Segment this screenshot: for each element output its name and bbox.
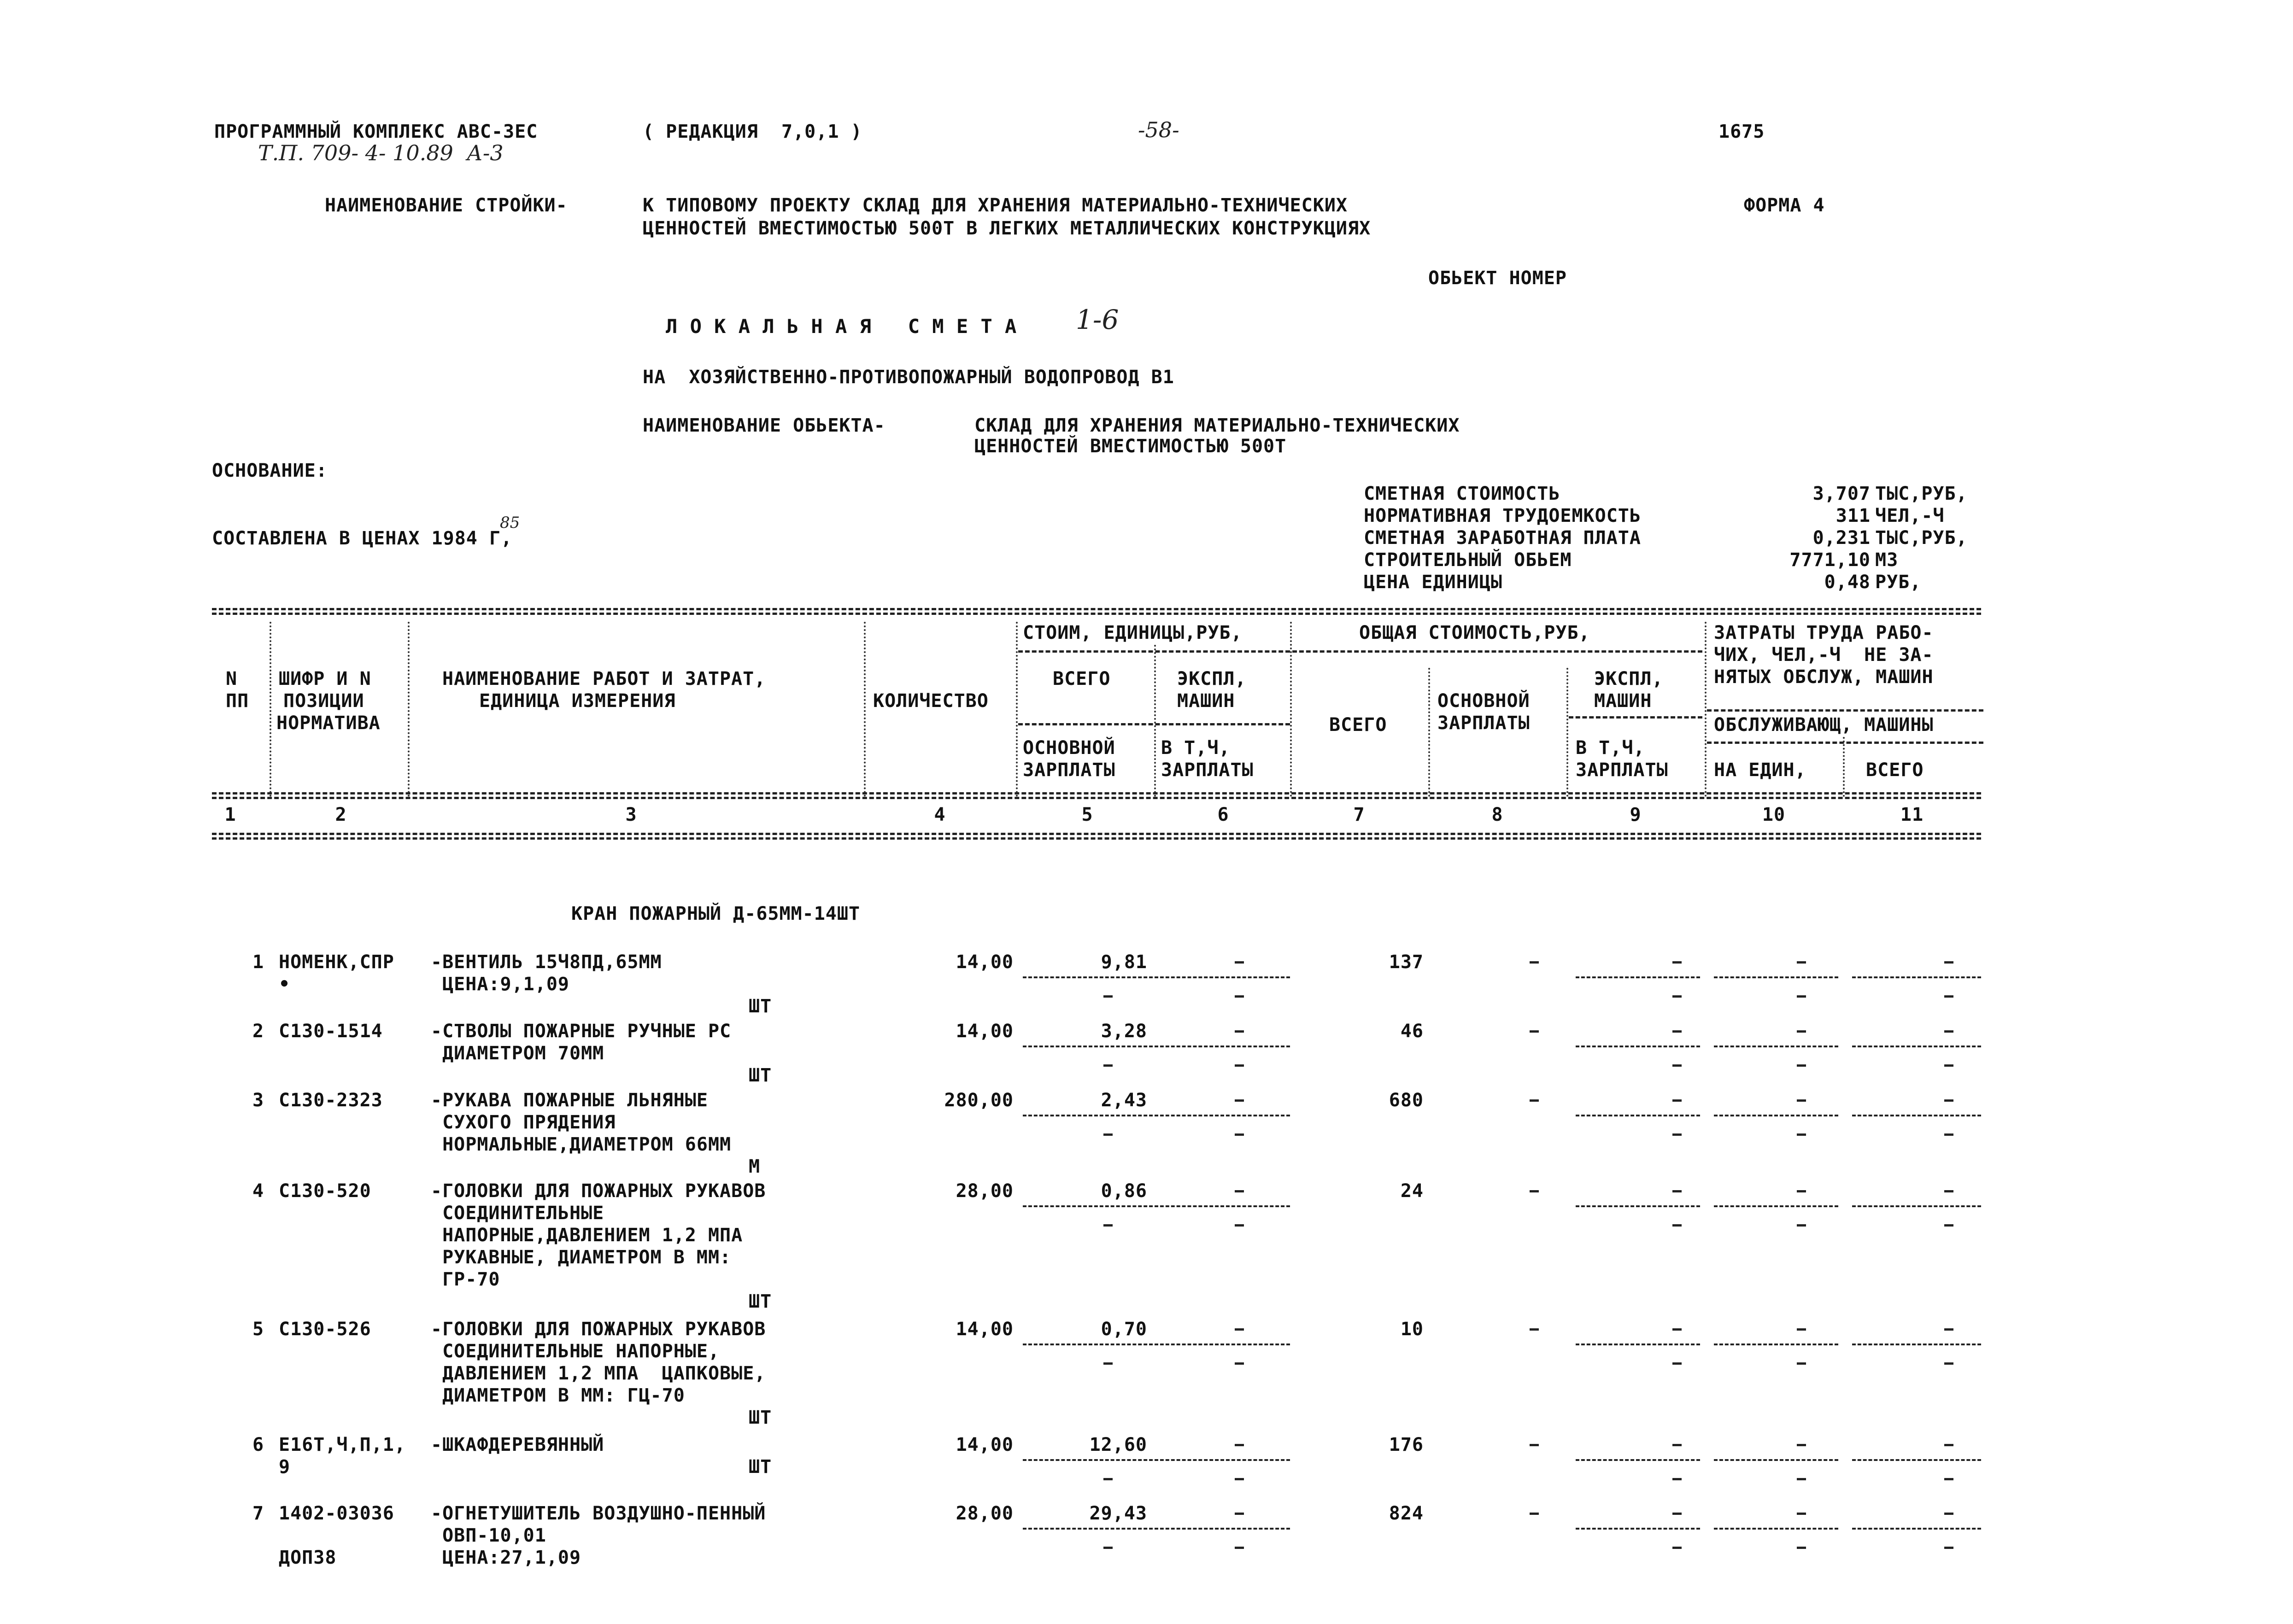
empty-value-dash [1235, 1190, 1244, 1192]
row-underline [1852, 1528, 1981, 1530]
empty-value-dash [1672, 995, 1682, 998]
row-qty: 14,00 [956, 1319, 1014, 1340]
construction-line-1: К ТИПОВОМУ ПРОЕКТУ СКЛАД ДЛЯ ХРАНЕНИЯ МАТЕРИАЛЬНО-ТЕХНИЧЕСКИХ [643, 195, 1348, 216]
empty-value-dash [1944, 1190, 1953, 1192]
row-name: СОЕДИНИТЕЛЬНЫЕ НАПОРНЫЕ, [431, 1341, 720, 1362]
program-edition: ( РЕДАКЦИЯ 7,0,1 ) [643, 121, 862, 142]
header-labor-all: ВСЕГО [1866, 759, 1924, 781]
empty-value-dash [1530, 1099, 1539, 1102]
row-underline [1023, 1115, 1290, 1116]
row-underline [1852, 1115, 1981, 1116]
row-total: 176 [1389, 1434, 1424, 1455]
row-name: -ГОЛОВКИ ДЛЯ ПОЖАРНЫХ РУКАВОВ [431, 1319, 766, 1340]
row-name: СОЕДИНИТЕЛЬНЫЕ [431, 1203, 604, 1224]
summary-value: 7771,10 [1789, 549, 1871, 571]
empty-value-dash [1672, 1099, 1682, 1102]
summary-label: НОРМАТИВНАЯ ТРУДОЕМКОСТЬ [1364, 505, 1641, 526]
header-qty: КОЛИЧЕСТВО [873, 690, 989, 712]
row-number: 2 [252, 1021, 264, 1042]
header-inner-rule [1569, 716, 1702, 719]
empty-value-dash [1797, 995, 1806, 998]
empty-value-dash [1235, 1547, 1244, 1549]
empty-value-dash [1944, 1064, 1953, 1067]
row-underline [1852, 1344, 1981, 1345]
empty-value-dash [1944, 995, 1953, 998]
empty-value-dash [1530, 961, 1539, 964]
empty-value-dash [1797, 1444, 1806, 1446]
summary-unit: ТЫС,РУБ, [1875, 483, 1968, 504]
page-number: -58- [1138, 117, 1179, 142]
header-code: НОРМАТИВА [276, 713, 381, 734]
empty-value-dash [1672, 1224, 1682, 1227]
empty-value-dash [1944, 1444, 1953, 1446]
row-unit-price: 2,43 [1101, 1090, 1147, 1111]
header-labor-service: ОБСЛУЖИВАЮЩ, МАШИНЫ [1714, 714, 1934, 736]
row-qty: 28,00 [956, 1180, 1014, 1202]
row-name: ЦЕНА:27,1,09 [431, 1547, 581, 1568]
empty-value-dash [1103, 1224, 1113, 1227]
row-underline [1852, 1205, 1981, 1207]
row-number: 5 [252, 1319, 264, 1340]
row-number: 4 [252, 1180, 264, 1202]
row-underline [1576, 976, 1700, 978]
row-total: 137 [1389, 952, 1424, 973]
header-unit-mach: МАШИН [1177, 690, 1235, 712]
row-total: 824 [1389, 1503, 1424, 1524]
row-total: 24 [1400, 1180, 1424, 1202]
row-underline [1576, 1344, 1700, 1345]
col-number: 6 [1217, 804, 1229, 825]
empty-value-dash [1103, 1547, 1113, 1549]
empty-value-dash [1797, 1064, 1806, 1067]
row-total: 46 [1400, 1021, 1424, 1042]
row-underline [1023, 1344, 1290, 1345]
header-bottom-rule-2 [212, 797, 1981, 799]
form-label: ФОРМА 4 [1744, 195, 1825, 216]
row-underline [1714, 1528, 1838, 1530]
col-sep [1843, 737, 1845, 797]
row-name: НАПОРНЫЕ,ДАВЛЕНИЕМ 1,2 МПА [431, 1225, 743, 1246]
row-name: ГР-70 [431, 1269, 500, 1290]
empty-value-dash [1672, 1513, 1682, 1515]
row-qty: 14,00 [956, 952, 1014, 973]
empty-value-dash [1235, 995, 1244, 998]
header-total-cost: ОБЩАЯ СТОИМОСТЬ,РУБ, [1359, 622, 1590, 643]
col-number: 3 [625, 804, 637, 825]
empty-value-dash [1103, 1478, 1113, 1480]
col-number: 10 [1762, 804, 1786, 825]
basis-label: ОСНОВАНИЕ: [212, 460, 328, 481]
header-total-incl: ЗАРПЛАТЫ [1576, 759, 1668, 781]
row-underline [1852, 1046, 1981, 1047]
empty-value-dash [1797, 1328, 1806, 1331]
empty-value-dash [1235, 1099, 1244, 1102]
empty-value-dash [1944, 1030, 1953, 1033]
header-unit-wage: ЗАРПЛАТЫ [1023, 759, 1115, 781]
empty-value-dash [1235, 961, 1244, 964]
empty-value-dash [1235, 1513, 1244, 1515]
empty-value-dash [1530, 1513, 1539, 1515]
row-unit-price: 12,60 [1089, 1434, 1147, 1455]
col-sep [1154, 645, 1156, 797]
col-sep [1016, 622, 1018, 797]
col-sep [1705, 622, 1707, 797]
row-code: С130-2323 [279, 1090, 383, 1111]
row-name: ОВП-10,01 [431, 1525, 546, 1546]
header-inner-rule [1018, 650, 1290, 653]
row-unit-price: 0,70 [1101, 1319, 1147, 1340]
summary-value: 311 [1836, 505, 1871, 526]
row-unit: М [749, 1156, 761, 1177]
empty-value-dash [1235, 1133, 1244, 1136]
row-name: -ШКАФДЕРЕВЯННЫЙ [431, 1434, 604, 1455]
empty-value-dash [1235, 1328, 1244, 1331]
prices-handwritten: 85 [500, 514, 520, 532]
row-name: РУКАВНЫЕ, ДИАМЕТРОМ В ММ: [431, 1247, 732, 1268]
col-number: 7 [1353, 804, 1365, 825]
header-total-wage: ОСНОВНОЙ [1437, 690, 1530, 712]
prices-basis: СОСТАВЛЕНА В ЦЕНАХ 1984 Г, [212, 528, 513, 549]
empty-value-dash [1944, 1513, 1953, 1515]
row-unit: ШТ [749, 996, 772, 1017]
header-unit-incl: В Т,Ч, [1161, 737, 1231, 759]
empty-value-dash [1530, 1444, 1539, 1446]
empty-value-dash [1797, 1513, 1806, 1515]
summary-label: СТРОИТЕЛЬНЫЙ ОБЬЕМ [1364, 549, 1572, 571]
row-code-2: 9 [279, 1456, 291, 1478]
row-underline [1023, 1046, 1290, 1047]
empty-value-dash [1672, 1444, 1682, 1446]
col-number: 11 [1900, 804, 1924, 825]
object-label: НАИМЕНОВАНИЕ ОБЬЕКТА- [643, 415, 886, 436]
row-name: -ВЕНТИЛЬ 15Ч8ПД,65ММ [431, 952, 662, 973]
empty-value-dash [1944, 1328, 1953, 1331]
col-sep [408, 622, 410, 797]
empty-value-dash [1235, 1444, 1244, 1446]
row-underline [1576, 1528, 1700, 1530]
empty-value-dash [1797, 1362, 1806, 1365]
header-name: НАИМЕНОВАНИЕ РАБОТ И ЗАТРАТ, [442, 668, 766, 689]
empty-value-dash [1235, 1224, 1244, 1227]
header-labor: ЗАТРАТЫ ТРУДА РАБО- [1714, 622, 1934, 643]
row-underline [1714, 1046, 1838, 1047]
row-name: -ГОЛОВКИ ДЛЯ ПОЖАРНЫХ РУКАВОВ [431, 1180, 766, 1202]
construction-label: НАИМЕНОВАНИЕ СТРОЙКИ- [325, 195, 568, 216]
row-unit: ШТ [749, 1291, 772, 1312]
row-name: НОРМАЛЬНЫЕ,ДИАМЕТРОМ 66ММ [431, 1134, 732, 1155]
empty-value-dash [1530, 1030, 1539, 1033]
row-underline [1576, 1459, 1700, 1461]
header-bottom-rule [212, 792, 1981, 794]
empty-value-dash [1944, 961, 1953, 964]
row-name: -СТВОЛЫ ПОЖАРНЫЕ РУЧНЫЕ РС [431, 1021, 732, 1042]
row-unit-price: 3,28 [1101, 1021, 1147, 1042]
col-sep [270, 622, 271, 797]
empty-value-dash [1672, 1328, 1682, 1331]
summary-unit: ТЫС,РУБ, [1875, 527, 1968, 549]
empty-value-dash [1672, 961, 1682, 964]
row-code: 1402-03036 [279, 1503, 394, 1524]
row-qty: 14,00 [956, 1434, 1014, 1455]
col-number: 4 [934, 804, 946, 825]
summary-value: 0,231 [1812, 527, 1871, 549]
empty-value-dash [1672, 1030, 1682, 1033]
row-total: 10 [1400, 1319, 1424, 1340]
empty-value-dash [1797, 961, 1806, 964]
empty-value-dash [1672, 1190, 1682, 1192]
header-labor: ЧИХ, ЧЕЛ,-Ч НЕ ЗА- [1714, 644, 1934, 666]
row-code: С130-1514 [279, 1021, 383, 1042]
row-underline [1023, 1205, 1290, 1207]
row-name: ЦЕНА:9,1,09 [431, 974, 569, 995]
row-name: ДИАМЕТРОМ В ММ: ГЦ-70 [431, 1385, 685, 1406]
header-inner-rule [1707, 742, 1983, 744]
header-code: ШИФР И N [279, 668, 371, 689]
col-number: 9 [1630, 804, 1642, 825]
row-underline [1023, 1459, 1290, 1461]
header-name: ЕДИНИЦА ИЗМЕРЕНИЯ [479, 690, 676, 712]
object-number-label: ОБЬЕКТ НОМЕР [1428, 268, 1567, 289]
empty-value-dash [1672, 1362, 1682, 1365]
row-unit-price: 29,43 [1089, 1503, 1147, 1524]
handwritten-reference: Т.П. 709- 4- 10.89 А-3 [258, 140, 504, 165]
header-unit-wage: ОСНОВНОЙ [1023, 737, 1115, 759]
row-number: 6 [252, 1434, 264, 1455]
section-title: КРАН ПОЖАРНЫЙ Д-65ММ-14ШТ [571, 903, 861, 924]
construction-line-2: ЦЕННОСТЕЙ ВМЕСТИМОСТЬЮ 500Т В ЛЕГКИХ МЕТАЛЛИЧЕСКИХ КОНСТРУКЦИЯХ [643, 218, 1371, 239]
empty-value-dash [1103, 1064, 1113, 1067]
row-name: ДАВЛЕНИЕМ 1,2 МПА ЦАПКОВЫЕ, [431, 1363, 766, 1384]
col-sep [1428, 668, 1430, 797]
header-total-mach: МАШИН [1594, 690, 1652, 712]
empty-value-dash [1797, 1224, 1806, 1227]
col-sep [864, 622, 866, 797]
row-total: 680 [1389, 1090, 1424, 1111]
empty-value-dash [1944, 1133, 1953, 1136]
empty-value-dash [1944, 1224, 1953, 1227]
col-number-rule-2 [212, 837, 1981, 840]
estimate-title: Л О К А Л Ь Н А Я С М Е Т А [666, 315, 1017, 338]
empty-value-dash [1672, 1133, 1682, 1136]
col-sep [1290, 622, 1292, 797]
empty-value-dash [1235, 1030, 1244, 1033]
empty-value-dash [1944, 1362, 1953, 1365]
header-code: ПОЗИЦИИ [283, 690, 364, 712]
row-unit-price: 9,81 [1101, 952, 1147, 973]
col-sep [1566, 668, 1568, 797]
row-underline [1576, 1046, 1700, 1047]
empty-value-dash [1944, 1099, 1953, 1102]
empty-value-dash [1235, 1064, 1244, 1067]
header-n: N [226, 668, 238, 689]
header-pp: ПП [226, 690, 249, 712]
empty-value-dash [1672, 1064, 1682, 1067]
row-code: С130-520 [279, 1180, 371, 1202]
header-labor-unit: НА ЕДИН, [1714, 759, 1806, 781]
empty-value-dash [1530, 1190, 1539, 1192]
row-qty: 14,00 [956, 1021, 1014, 1042]
empty-value-dash [1944, 1547, 1953, 1549]
header-inner-rule [1018, 723, 1290, 725]
header-inner-rule [1707, 709, 1983, 712]
col-number: 8 [1491, 804, 1503, 825]
empty-value-dash [1672, 1547, 1682, 1549]
row-underline [1576, 1115, 1700, 1116]
program-name: ПРОГРАММНЫЙ КОМПЛЕКС АВС-3ЕС [214, 121, 538, 142]
summary-label: ЦЕНА ЕДИНИЦЫ [1364, 572, 1502, 593]
row-underline [1852, 976, 1981, 978]
empty-value-dash [1797, 1478, 1806, 1480]
row-underline [1714, 1459, 1838, 1461]
summary-label: СМЕТНАЯ ЗАРАБОТНАЯ ПЛАТА [1364, 527, 1641, 549]
empty-value-dash [1103, 1133, 1113, 1136]
header-total-incl: В Т,Ч, [1576, 737, 1645, 759]
row-underline [1852, 1459, 1981, 1461]
empty-value-dash [1103, 1362, 1113, 1365]
object-line-2: ЦЕННОСТЕЙ ВМЕСТИМОСТЬЮ 500Т [974, 436, 1287, 457]
table-top-rule [212, 608, 1981, 610]
row-name: СУХОГО ПРЯДЕНИЯ [431, 1112, 616, 1133]
empty-value-dash [1530, 1328, 1539, 1331]
header-unit-incl: ЗАРПЛАТЫ [1161, 759, 1254, 781]
header-total-all: ВСЕГО [1329, 714, 1387, 736]
row-number: 3 [252, 1090, 264, 1111]
row-code: Е16Т,Ч,П,1, [279, 1434, 406, 1455]
row-name: -ОГНЕТУШИТЕЛЬ ВОЗДУШНО-ПЕННЫЙ [431, 1503, 766, 1524]
col-number: 5 [1081, 804, 1093, 825]
summary-unit: РУБ, [1875, 572, 1922, 593]
row-unit: ШТ [749, 1065, 772, 1086]
header-inner-rule [1292, 650, 1702, 653]
row-code: С130-526 [279, 1319, 371, 1340]
row-unit-price: 0,86 [1101, 1180, 1147, 1202]
header-total-wage: ЗАРПЛАТЫ [1437, 713, 1530, 734]
summary-unit: ЧЕЛ,-Ч [1875, 505, 1945, 526]
row-underline [1576, 1205, 1700, 1207]
row-code: НОМЕНК,СПР [279, 952, 394, 973]
row-underline [1023, 976, 1290, 978]
summary-value: 3,707 [1812, 483, 1871, 504]
header-unit-cost: СТОИМ, ЕДИНИЦЫ,РУБ, [1023, 622, 1243, 643]
header-unit-total: ВСЕГО [1053, 668, 1111, 689]
row-underline [1714, 1115, 1838, 1116]
row-number: 7 [252, 1503, 264, 1524]
empty-value-dash [1235, 1478, 1244, 1480]
row-code-2: • [279, 974, 291, 995]
header-total-mach: ЭКСПЛ, [1594, 668, 1664, 689]
table-top-rule-2 [212, 613, 1981, 615]
object-line-1: СКЛАД ДЛЯ ХРАНЕНИЯ МАТЕРИАЛЬНО-ТЕХНИЧЕСКИХ [974, 415, 1460, 436]
col-number-rule [212, 833, 1981, 835]
row-qty: 280,00 [944, 1090, 1014, 1111]
summary-value: 0,48 [1824, 572, 1871, 593]
row-number: 1 [252, 952, 264, 973]
empty-value-dash [1797, 1133, 1806, 1136]
empty-value-dash [1797, 1030, 1806, 1033]
empty-value-dash [1672, 1478, 1682, 1480]
estimate-subject: НА ХОЗЯЙСТВЕННО-ПРОТИВОПОЖАРНЫЙ ВОДОПРОВОД В1 [643, 367, 1174, 388]
estimate-number-handwritten: 1-6 [1076, 304, 1119, 335]
header-unit-mach: ЭКСПЛ, [1177, 668, 1247, 689]
row-underline [1023, 1528, 1290, 1530]
document-code: 1675 [1718, 121, 1765, 142]
row-qty: 28,00 [956, 1503, 1014, 1524]
row-underline [1714, 1205, 1838, 1207]
row-code-2: ДОП38 [279, 1547, 337, 1568]
row-name: ДИАМЕТРОМ 70ММ [431, 1043, 604, 1064]
header-labor: НЯТЫХ ОБСЛУЖ, МАШИН [1714, 666, 1934, 688]
row-underline [1714, 976, 1838, 978]
row-name: -РУКАВА ПОЖАРНЫЕ ЛЬНЯНЫЕ [431, 1090, 708, 1111]
empty-value-dash [1235, 1362, 1244, 1365]
empty-value-dash [1103, 995, 1113, 998]
summary-unit: М3 [1875, 549, 1899, 571]
col-number: 2 [335, 804, 347, 825]
empty-value-dash [1797, 1099, 1806, 1102]
empty-value-dash [1944, 1478, 1953, 1480]
col-number: 1 [224, 804, 236, 825]
row-unit: ШТ [749, 1456, 772, 1478]
row-unit: ШТ [749, 1407, 772, 1428]
row-underline [1714, 1344, 1838, 1345]
empty-value-dash [1797, 1190, 1806, 1192]
empty-value-dash [1797, 1547, 1806, 1549]
summary-label: СМЕТНАЯ СТОИМОСТЬ [1364, 483, 1560, 504]
